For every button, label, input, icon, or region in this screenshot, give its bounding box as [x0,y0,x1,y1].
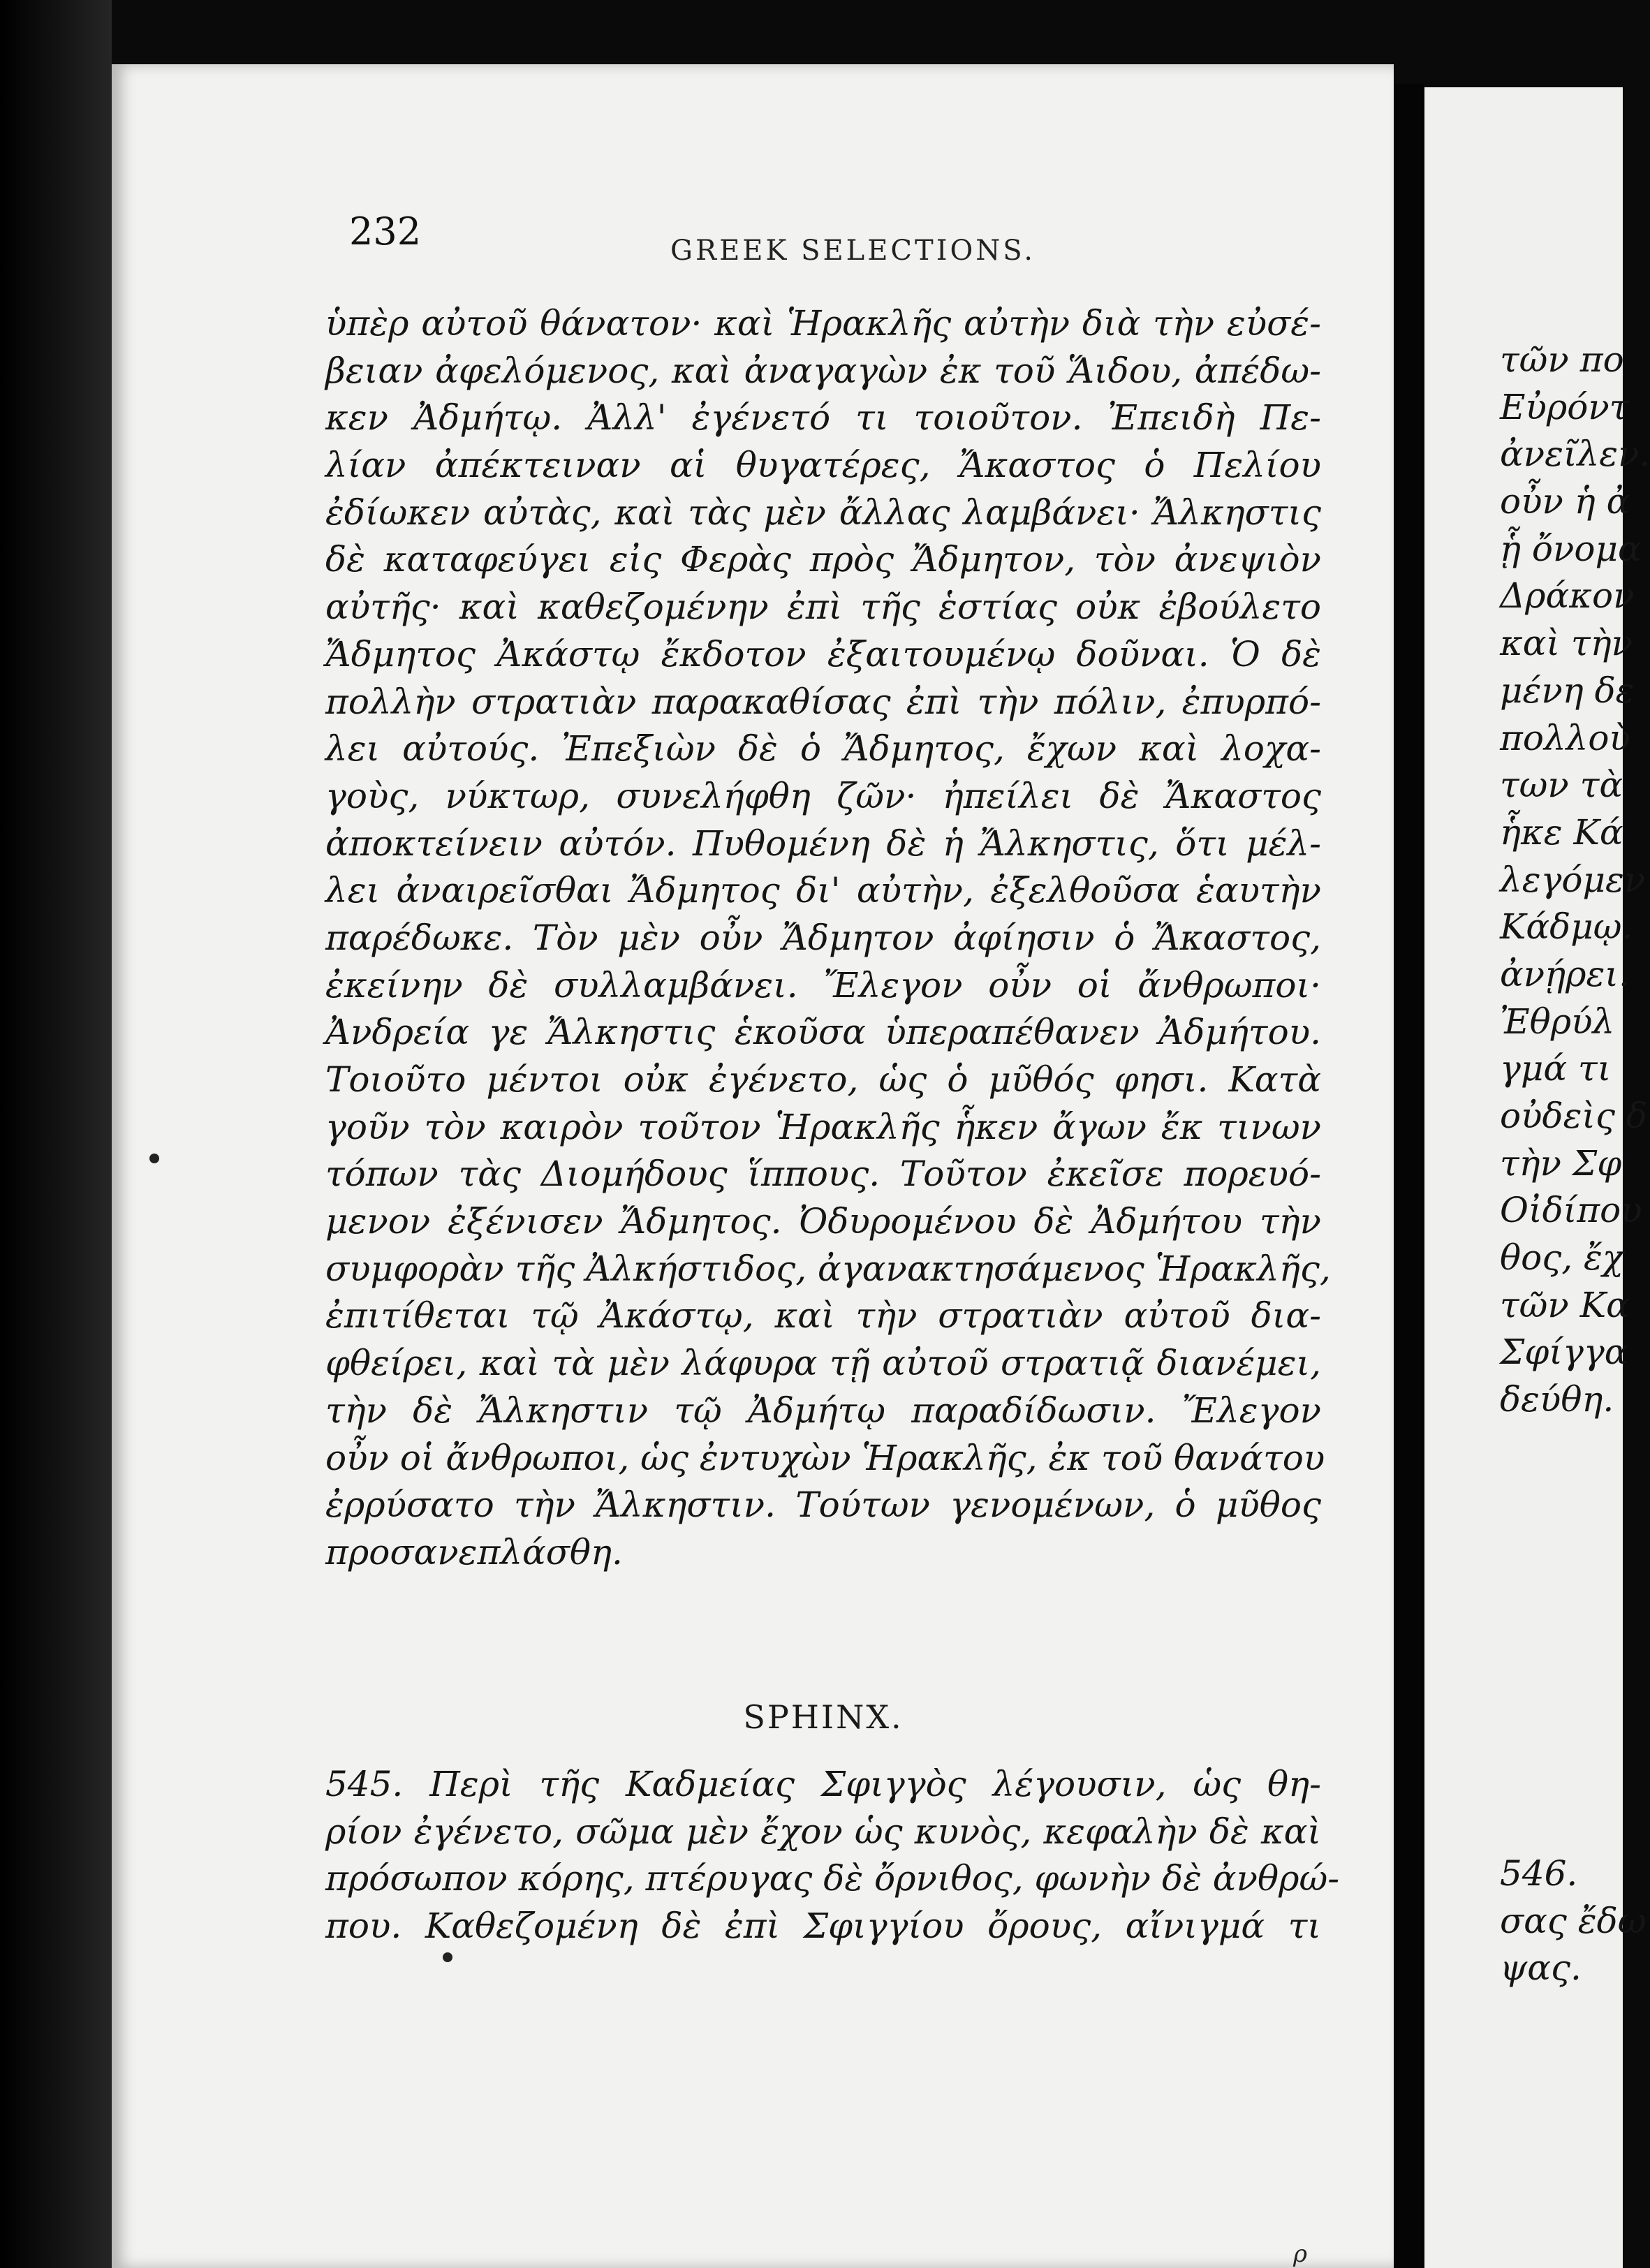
right-page-line: ἀνεῖλεν. [1500,434,1650,475]
text-line: βειαν ἀφελόμενος, καὶ ἀναγαγὼν ἐκ τοῦ Ἅιδου, ἀπέδω- [325,350,1321,391]
text-line: ἐκείνην δὲ συλλαμβάνει. Ἔλεγον οὖν οἱ ἄνθρωποι· [325,964,1321,1006]
right-page-line: Κάδμῳ. [1500,906,1633,948]
text-line: ἐπιτίθεται τῷ Ἀκάστῳ, καὶ τὴν στρατιὰν αὐτοῦ δια- [325,1295,1321,1336]
page-gutter [1394,84,1424,2268]
text-line: προσανεπλάσθη. [325,1531,623,1573]
text-line: ἀποκτείνειν αὐτόν. Πυθομένη δὲ ἡ Ἄλκηστις, ὅτι μέλ- [325,823,1321,864]
footer-mark: ρ [1293,2240,1307,2268]
right-page-line: θος, ἔχ [1500,1237,1624,1279]
right-page-line: τῶν Κα [1500,1284,1630,1325]
text-line: οὖν οἱ ἄνθρωποι, ὡς ἐντυχὼν Ἡρακλῆς, ἐκ τοῦ θανάτου [325,1437,1325,1478]
right-page-line: ἀνῄρει. [1500,953,1630,994]
right-page-line: Δράκον [1500,575,1635,617]
text-line: συμφορὰν τῆς Ἀλκήστιδος, ἀγανακτησάμενος Ἡρακλῆς, [325,1248,1331,1289]
right-page-text [1500,337,1650,1424]
body-text [325,300,1331,1577]
text-line: πολλὴν στρατιὰν παρακαθίσας ἐπὶ τὴν πόλιν, ἐπυρπό- [325,681,1321,722]
section-heading: SPHINX. [743,1698,904,1736]
text-line: ὑπὲρ αὐτοῦ θάνατον· καὶ Ἡρακλῆς αὐτὴν διὰ τὴν εὐσέ- [325,303,1321,344]
right-page-line: μένη δε [1500,670,1635,711]
text-line: τὴν δὲ Ἄλκηστιν τῷ Ἀδμήτῳ παραδίδωσιν. Ἔλεγον [325,1390,1321,1431]
text-line: κεν Ἀδμήτῳ. Ἀλλ' ἐγένετό τι τοιοῦτον. Ἐπειδὴ Πε- [325,397,1321,439]
right-page-line: Ἐθρύλ [1500,1001,1615,1042]
text-line: ἐρρύσατο τὴν Ἄλκηστιν. Τούτων γενομένων, ὁ μῦθος [325,1485,1321,1526]
text-line: δὲ καταφεύγει εἰς Φερὰς πρὸς Ἄδμητον, τὸν ἀνεψιὸν [325,539,1321,580]
text-line: αὐτῆς· καὶ καθεζομένην ἐπὶ τῆς ἑστίας οὐκ ἐβούλετο [325,587,1321,628]
text-line: τόπων τὰς Διομήδους ἵππους. Τοῦτον ἐκεῖσε πορευό- [325,1154,1321,1195]
running-header: GREEK SELECTIONS. [670,235,1036,267]
section-text-line: 545. Περὶ τῆς Καδμείας Σφιγγὸς λέγουσιν, ὡς θη- [325,1764,1321,1804]
right-page-line: πολλοὺ [1500,717,1630,758]
text-line: λίαν ἀπέκτειναν αἱ θυγατέρες, Ἄκαστος ὁ Πελίου [325,445,1321,486]
right-page-line: Εὐρόντ [1500,386,1629,427]
right-page-line: των τὰ [1500,765,1623,806]
right-page-line: ᾗ ὄνομα [1500,528,1642,569]
right-page-line: ἧκε Κά [1500,811,1623,853]
right-page-line: σας ἔδω [1500,1900,1647,1941]
right-page-line: καὶ τὴν [1500,623,1633,664]
right-page-line: δεύθη. [1500,1379,1614,1420]
right-page-line: Σφίγγα [1500,1332,1628,1373]
right-page-line: οὖν ἡ ἀ [1500,481,1630,522]
right-page-line: γμά τι [1500,1048,1612,1089]
section-text [325,1761,1340,1950]
text-line: παρέδωκε. Τὸν μὲν οὖν Ἄδμητον ἀφίησιν ὁ Ἄκαστος, [325,917,1321,958]
right-page-line: τῶν πο [1500,339,1624,380]
text-line: φθείρει, καὶ τὰ μὲν λάφυρα τῇ αὐτοῦ στρατιᾷ διανέμει, [325,1343,1321,1384]
text-line: Ἄδμητος Ἀκάστῳ ἔκδοτον ἐξαιτουμένῳ δοῦναι. Ὁ δὲ [325,633,1321,675]
section-text-line: ρίον ἐγένετο, σῶμα μὲν ἔχον ὡς κυνὸς, κεφαλὴν δὲ καὶ [325,1811,1321,1852]
right-page-line: λεγόμεν [1500,859,1646,900]
section-text-line: που. Καθεζομένη δὲ ἐπὶ Σφιγγίου ὄρους, αἴνιγμά τι [325,1906,1321,1947]
section-text-line: πρόσωπον κόρης, πτέρυγας δὲ ὄρνιθος, φωνὴν δὲ ἀνθρώ- [325,1858,1340,1899]
right-page-line: Οἰδίπου [1500,1190,1642,1231]
right-page-line: ψας. [1500,1947,1582,1989]
ink-speck [149,1154,159,1163]
ink-speck [443,1952,452,1962]
text-line: λει αὐτούς. Ἐπεξιὼν δὲ ὁ Ἄδμητος, ἔχων καὶ λοχα- [325,728,1321,770]
right-page-line: τὴν Σφ [1500,1142,1622,1184]
text-line: Ἀνδρεία γε Ἄλκηστις ἑκοῦσα ὑπεραπέθανεν Ἀδμήτου. [325,1012,1321,1053]
text-line: μενον ἐξένισεν Ἄδμητος. Ὀδυρομένου δὲ Ἀδμήτου τὴν [325,1201,1321,1242]
binding-shadow [0,0,112,2268]
text-line: λει ἀναιρεῖσθαι Ἄδμητος δι' αὐτὴν, ἐξελθοῦσα ἑαυτὴν [325,870,1321,911]
page-number: 232 [349,209,422,253]
text-line: Τοιοῦτο μέντοι οὐκ ἐγένετο, ὡς ὁ μῦθός φησι. Κατὰ [325,1059,1321,1100]
right-page-bottom-text [1500,1850,1647,1992]
right-page-line: οὐδεὶς δ [1500,1096,1648,1136]
text-line: γοὺς, νύκτωρ, συνελήφθη ζῶν· ἠπείλει δὲ Ἄκαστος [325,775,1321,816]
text-line: γοῦν τὸν καιρὸν τοῦτον Ἡρακλῆς ἧκεν ἄγων ἔκ τινων [325,1106,1321,1147]
text-line: ἐδίωκεν αὐτὰς, καὶ τὰς μὲν ἄλλας λαμβάνει· Ἄλκηστις [325,492,1321,533]
right-page-line: 546. [1500,1853,1578,1894]
